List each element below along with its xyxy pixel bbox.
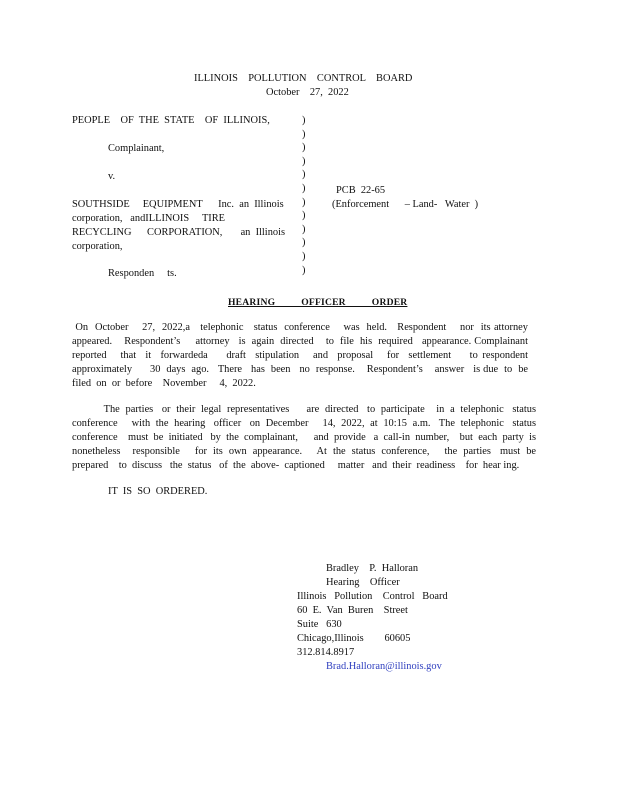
case-number: PCB 22-65	[336, 185, 386, 196]
versus-label: v.	[108, 171, 116, 182]
caption-paren: )	[302, 264, 306, 276]
email-link[interactable]: Brad.Halloran@illinois.gov	[326, 661, 442, 672]
caption-paren: )	[302, 128, 306, 140]
caption-paren: )	[302, 115, 306, 126]
defendant-line-3: RECYCLING CORPORATION, an Illinois	[72, 227, 286, 238]
suite-number: Suite 630	[297, 619, 342, 630]
defendant-line-1: SOUTHSIDE EQUIPMENT Inc. an Illinois	[72, 199, 284, 210]
body-paragraph-1: On October 27, 2022,a telephonic status conference was held. Respondent nor its attorney appeared. Respondent’s attorney is again directed to file his required appearance. Complainant reported that it forwardeda draft stipulation and proposal for settlement to respondent approximately 30 days ago. There has been no response. Respondent’s answer is due to be filed on or before November 4, 2022.	[72, 322, 539, 389]
caption-paren: )	[302, 182, 306, 194]
caption-paren: )	[302, 210, 306, 222]
caption-parentheses	[302, 114, 305, 277]
caption-paren: )	[302, 155, 306, 167]
organization-name: Illinois Pollution Control Board	[297, 591, 448, 602]
closing-statement: IT IS SO ORDERED.	[108, 486, 208, 497]
plaintiff-name: PEOPLE OF THE STATE OF ILLINOIS,	[72, 115, 270, 126]
phone-number: 312.814.8917	[297, 647, 355, 658]
defendant-line-4: corporation,	[72, 241, 123, 252]
order-date: October 27, 2022	[266, 87, 349, 98]
street-address: 60 E. Van Buren Street	[297, 605, 408, 616]
caption-paren: )	[302, 196, 306, 208]
caption-paren: )	[302, 142, 306, 154]
complainant-label: Complainant,	[108, 143, 165, 154]
signatory-name: Bradley P. Halloran	[326, 563, 419, 574]
case-type: (Enforcement – Land- Water )	[332, 199, 479, 210]
caption-paren: )	[302, 169, 306, 181]
order-title: HEARING OFFICER ORDER	[228, 297, 408, 308]
caption-paren: )	[302, 250, 306, 262]
caption-paren: )	[302, 223, 306, 235]
board-name: ILLINOIS POLLUTION CONTROL BOARD	[194, 73, 413, 84]
caption-paren: )	[302, 237, 306, 249]
city-zip: Chicago,Illinois 60605	[297, 633, 411, 644]
signatory-role: Hearing Officer	[326, 577, 400, 588]
respondents-label: Responden ts.	[108, 268, 177, 279]
defendant-line-2: corporation, andILLINOIS TIRE	[72, 213, 226, 224]
body-paragraph-2: The parties or their legal representatives are directed to participate in a telephonic status conference with the hearing officer on December 14, 2022, at 10:15 a.m. The telephonic status conference must be initiated by the complainant, and provide a call-in number, but each party is nonetheless responsible for its own appearance. At the status conference, the parties must be prepared to discuss the status of the above- captioned matter and their readiness for hear ing.	[72, 404, 539, 471]
